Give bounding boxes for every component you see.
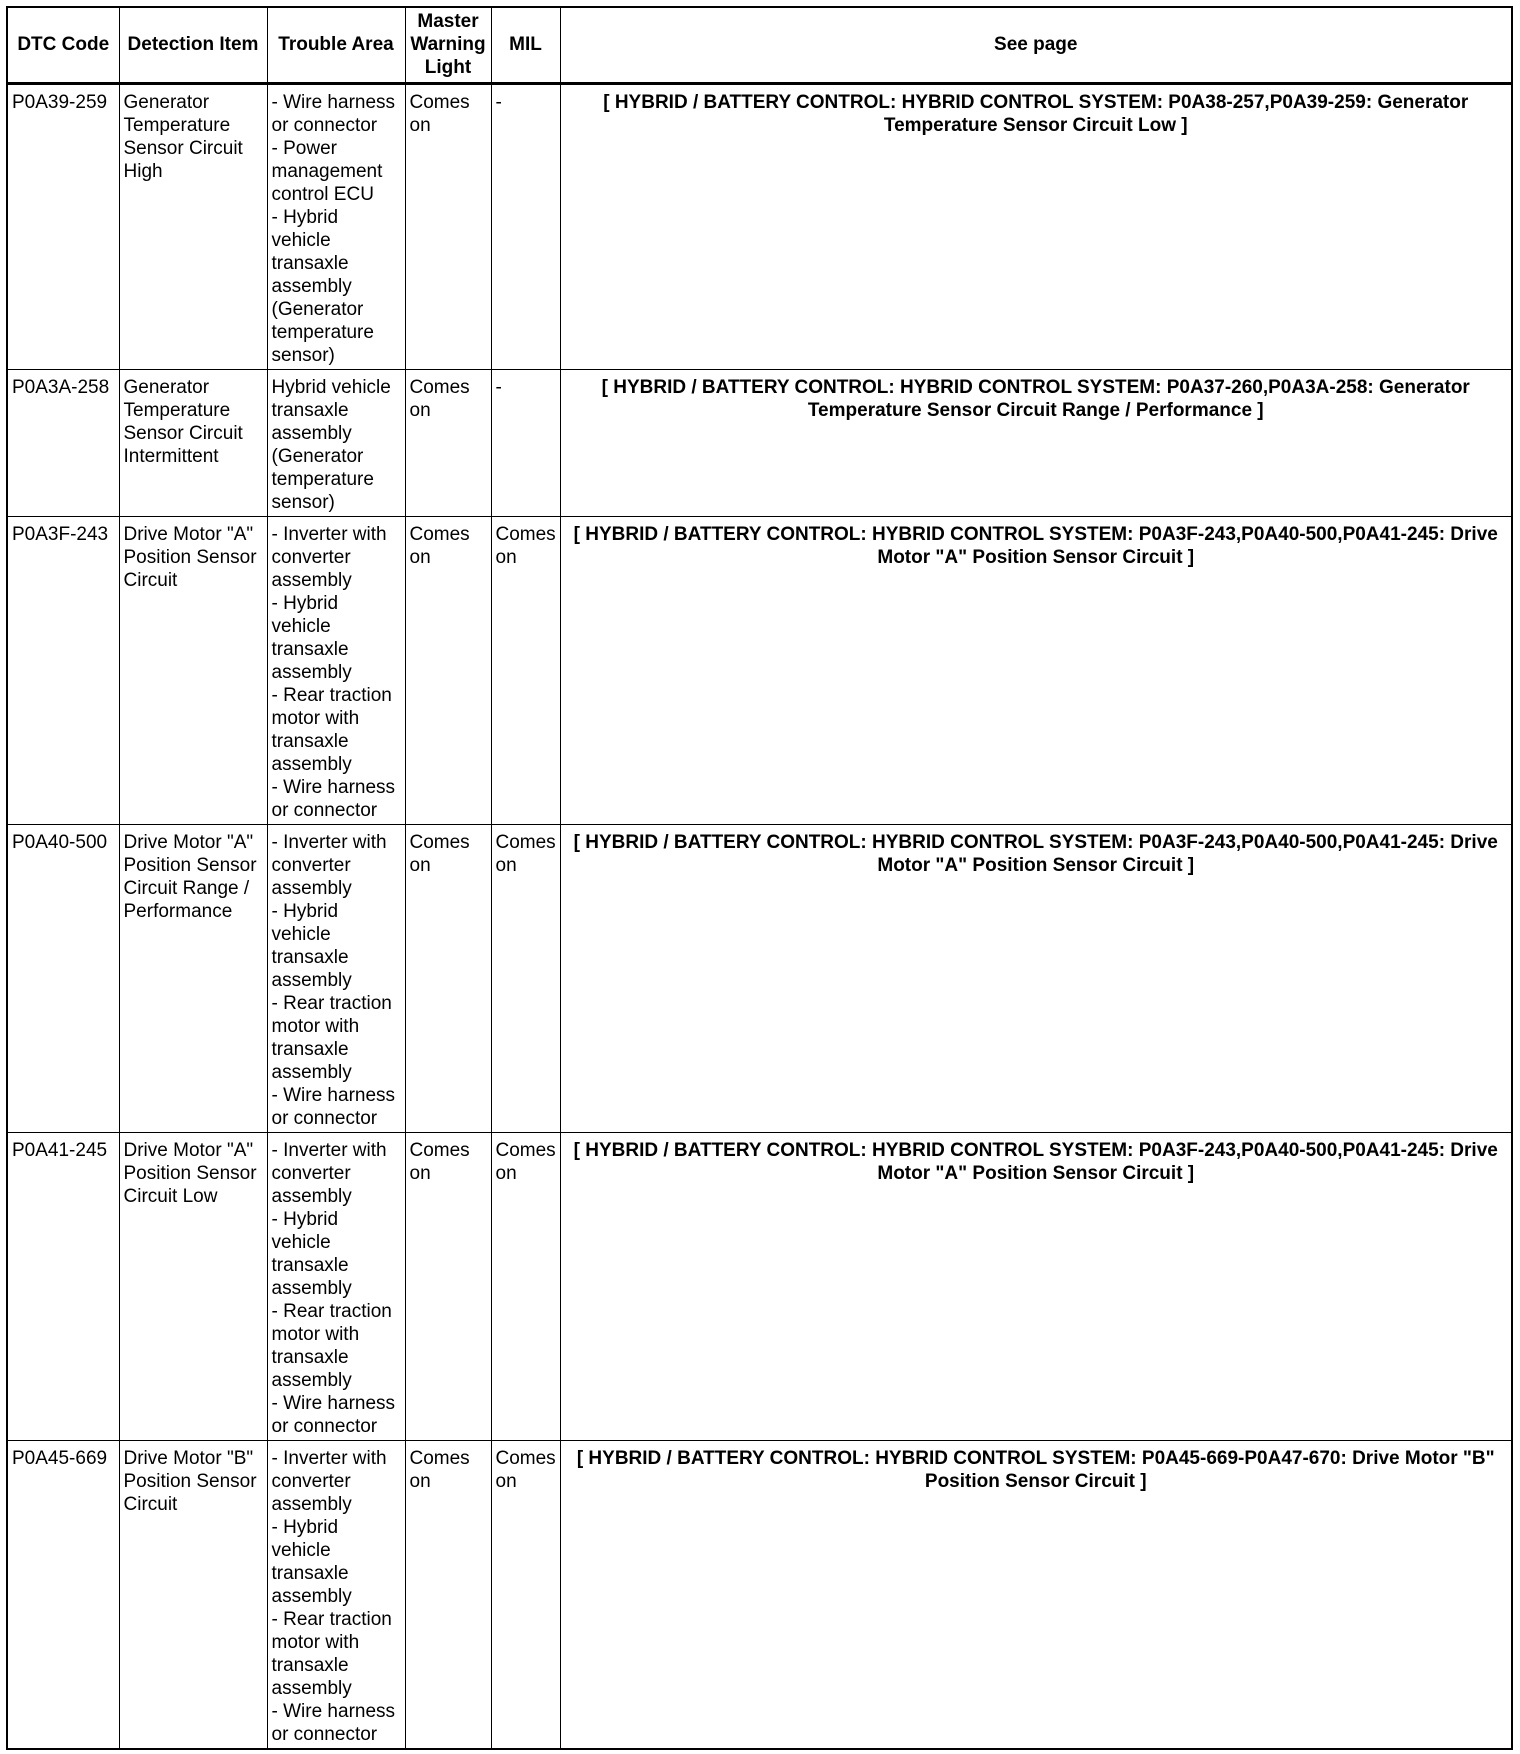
- trouble-area-cell: - Inverter with converter assembly - Hybrid vehicle transaxle assembly - Rear traction motor with transaxle assembly - Wire harness or connector: [267, 824, 405, 1132]
- table-row: [7, 824, 1512, 1132]
- see-page-link[interactable]: [ HYBRID / BATTERY CONTROL: HYBRID CONTROL SYSTEM: P0A45-669-P0A47-670: Drive Motor "B" Position Sensor Circuit ]: [560, 1440, 1512, 1749]
- master-warning-light-cell: Comes on: [405, 516, 491, 824]
- master-warning-light-cell: Comes on: [405, 1132, 491, 1440]
- table-row: [7, 516, 1512, 824]
- dtc-code-cell: P0A40-500: [7, 824, 119, 1132]
- header-master-warning-light: Master Warning Light: [405, 7, 491, 83]
- mil-cell: Comes on: [491, 516, 560, 824]
- header-dtc-code: DTC Code: [7, 7, 119, 83]
- detection-item-cell: Drive Motor "A" Position Sensor Circuit Low: [119, 1132, 267, 1440]
- dtc-table-wrapper: [6, 6, 1513, 1750]
- trouble-area-cell: - Inverter with converter assembly - Hybrid vehicle transaxle assembly - Rear traction motor with transaxle assembly - Wire harness or connector: [267, 1440, 405, 1749]
- table-row: [7, 83, 1512, 369]
- see-page-link[interactable]: [ HYBRID / BATTERY CONTROL: HYBRID CONTROL SYSTEM: P0A3F-243,P0A40-500,P0A41-245: Drive Motor "A" Position Sensor Circuit ]: [560, 516, 1512, 824]
- dtc-code-cell: P0A39-259: [7, 83, 119, 369]
- header-mil: MIL: [491, 7, 560, 83]
- detection-item-cell: Generator Temperature Sensor Circuit High: [119, 83, 267, 369]
- dtc-code-cell: P0A45-669: [7, 1440, 119, 1749]
- detection-item-cell: Drive Motor "B" Position Sensor Circuit: [119, 1440, 267, 1749]
- header-row: [7, 7, 1512, 83]
- see-page-link[interactable]: [ HYBRID / BATTERY CONTROL: HYBRID CONTROL SYSTEM: P0A3F-243,P0A40-500,P0A41-245: Drive Motor "A" Position Sensor Circuit ]: [560, 1132, 1512, 1440]
- master-warning-light-cell: Comes on: [405, 824, 491, 1132]
- header-see-page: See page: [560, 7, 1512, 83]
- table-row: [7, 1440, 1512, 1749]
- trouble-area-cell: - Wire harness or connector - Power management control ECU - Hybrid vehicle transaxle assembly (Generator temperature sensor): [267, 83, 405, 369]
- detection-item-cell: Drive Motor "A" Position Sensor Circuit Range / Performance: [119, 824, 267, 1132]
- mil-cell: Comes on: [491, 1440, 560, 1749]
- dtc-table: [6, 6, 1513, 1750]
- header-trouble-area: Trouble Area: [267, 7, 405, 83]
- mil-cell: Comes on: [491, 824, 560, 1132]
- see-page-link[interactable]: [ HYBRID / BATTERY CONTROL: HYBRID CONTROL SYSTEM: P0A38-257,P0A39-259: Generator Temperature Sensor Circuit Low ]: [560, 83, 1512, 369]
- mil-cell: Comes on: [491, 1132, 560, 1440]
- table-row: [7, 369, 1512, 516]
- trouble-area-cell: - Inverter with converter assembly - Hybrid vehicle transaxle assembly - Rear traction motor with transaxle assembly - Wire harness or connector: [267, 516, 405, 824]
- dtc-code-cell: P0A3F-243: [7, 516, 119, 824]
- mil-cell: -: [491, 83, 560, 369]
- master-warning-light-cell: Comes on: [405, 83, 491, 369]
- master-warning-light-cell: Comes on: [405, 369, 491, 516]
- dtc-code-cell: P0A41-245: [7, 1132, 119, 1440]
- dtc-code-cell: P0A3A-258: [7, 369, 119, 516]
- trouble-area-cell: - Inverter with converter assembly - Hybrid vehicle transaxle assembly - Rear traction motor with transaxle assembly - Wire harness or connector: [267, 1132, 405, 1440]
- header-detection-item: Detection Item: [119, 7, 267, 83]
- trouble-area-cell: Hybrid vehicle transaxle assembly (Generator temperature sensor): [267, 369, 405, 516]
- master-warning-light-cell: Comes on: [405, 1440, 491, 1749]
- detection-item-cell: Generator Temperature Sensor Circuit Intermittent: [119, 369, 267, 516]
- detection-item-cell: Drive Motor "A" Position Sensor Circuit: [119, 516, 267, 824]
- table-row: [7, 1132, 1512, 1440]
- see-page-link[interactable]: [ HYBRID / BATTERY CONTROL: HYBRID CONTROL SYSTEM: P0A3F-243,P0A40-500,P0A41-245: Drive Motor "A" Position Sensor Circuit ]: [560, 824, 1512, 1132]
- mil-cell: -: [491, 369, 560, 516]
- see-page-link[interactable]: [ HYBRID / BATTERY CONTROL: HYBRID CONTROL SYSTEM: P0A37-260,P0A3A-258: Generator Temperature Sensor Circuit Range / Performance ]: [560, 369, 1512, 516]
